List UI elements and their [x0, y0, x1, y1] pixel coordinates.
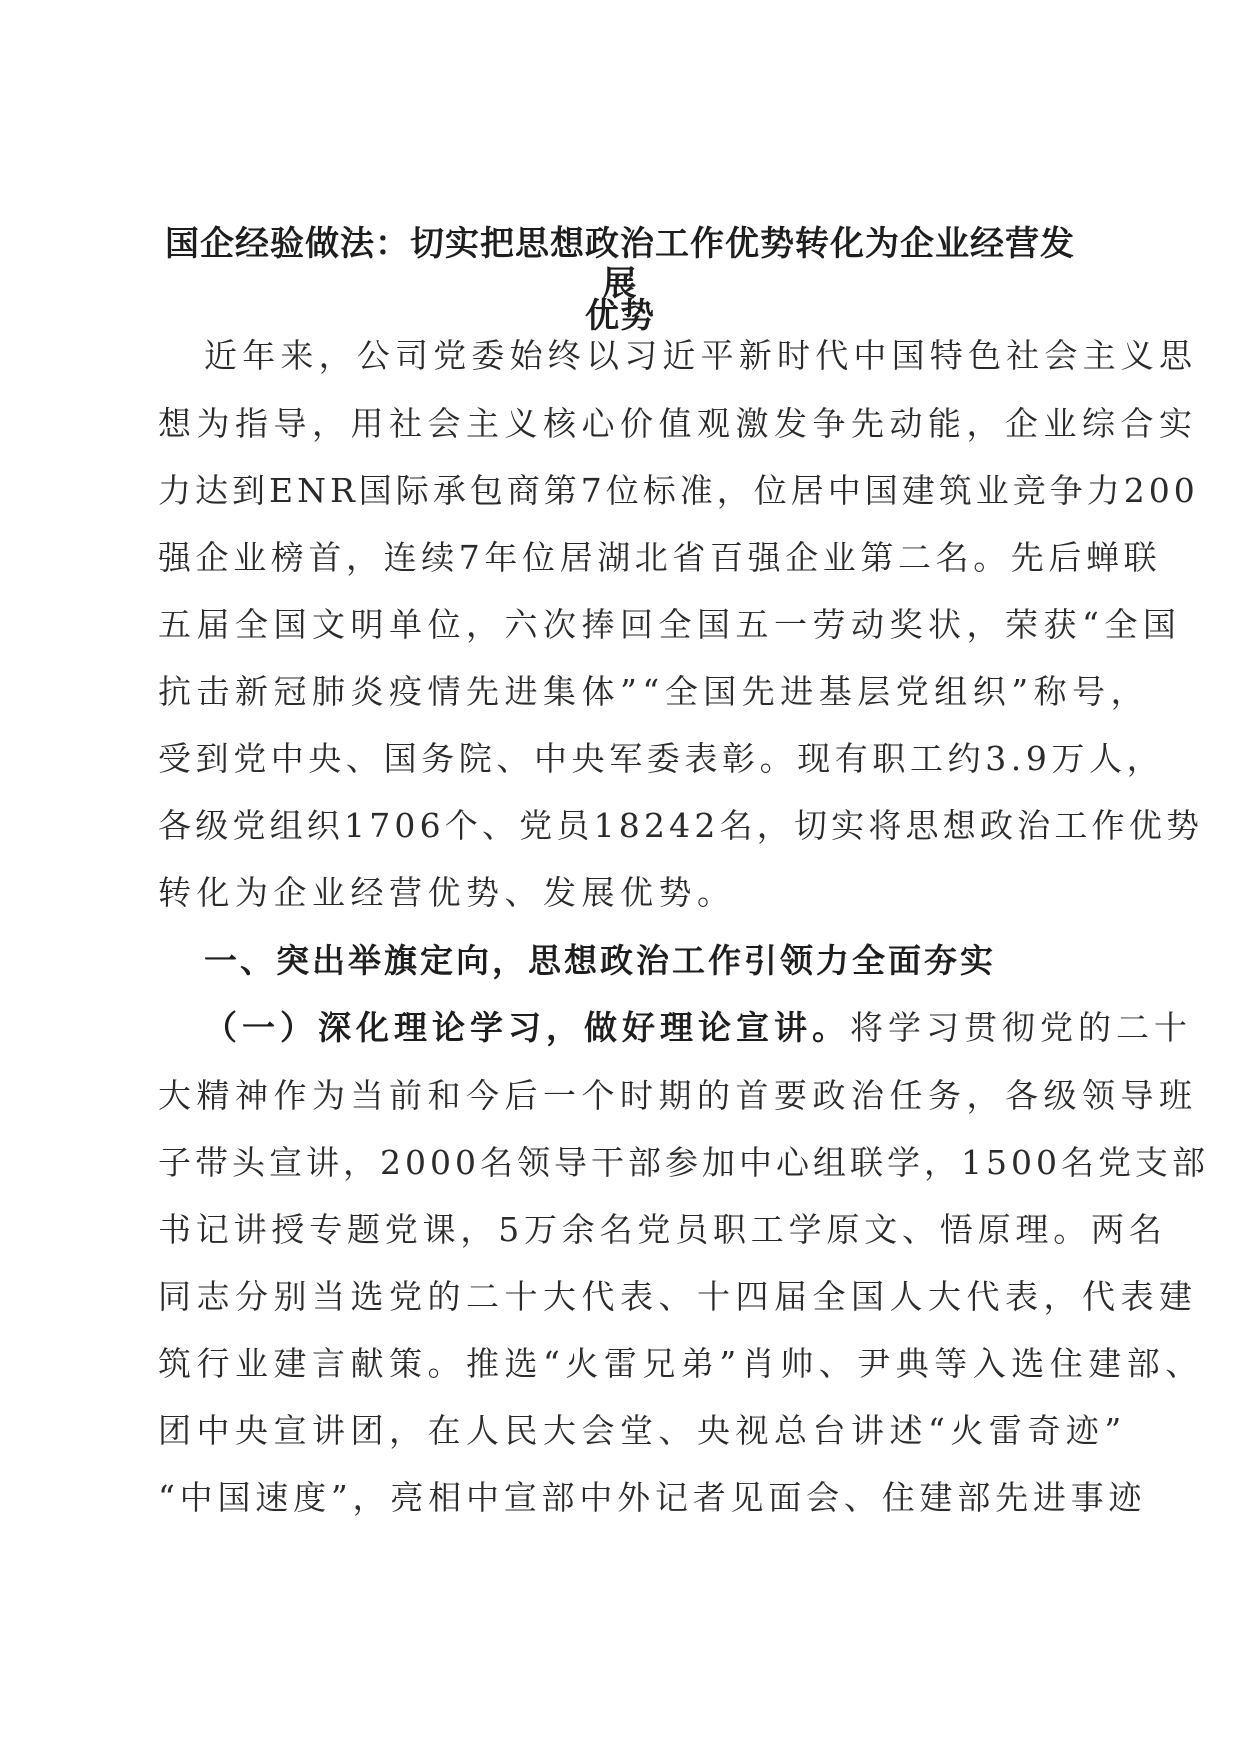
subsection-1-first-text: 将学习贯彻党的二十: [850, 1008, 1192, 1047]
intro-line-2: 想为指导，用社会主义核心价值观激发争先动能，企业综合实: [158, 404, 1198, 443]
section-heading-1: 一、突出举旗定向，思想政治工作引领力全面夯实: [204, 941, 996, 980]
subsection-1-line-3: 子带头宣讲，2000名领导干部参加中心组联学，1500名党支部: [158, 1143, 1209, 1182]
intro-line-8: 各级党组织1706个、党员18242名，切实将思想政治工作优势: [158, 806, 1204, 845]
intro-line-6: 抗击新冠肺炎疫情先进集体”“全国先进基层党组织”称号，: [158, 672, 1150, 711]
intro-line-5: 五届全国文明单位，六次捧回全国五一劳动奖状，荣获“全国: [158, 605, 1182, 644]
subsection-1-line-8: “中国速度”，亮相中宣部中外记者见面会、住建部先进事迹: [158, 1478, 1147, 1517]
subsection-1-line-7: 团中央宣讲团，在人民大会堂、央视总台讲述“火雷奇迹”: [158, 1411, 1127, 1450]
subsection-1-first-line: [204, 1008, 1192, 1048]
document-title-line-1: 国企经验做法：切实把思想政治工作优势转化为企业经营发展: [165, 224, 1075, 304]
intro-line-7: 受到党中央、国务院、中央军委表彰。现有职工约3.9万人，: [158, 739, 1165, 778]
intro-line-4: 强企业榜首，连续7年位居湖北省百强企业第二名。先后蝉联: [158, 538, 1162, 577]
intro-line-9: 转化为企业经营优势、发展优势。: [158, 873, 736, 912]
document-title-line-2: 优势: [585, 296, 655, 336]
subsection-1-line-2: 大精神作为当前和今后一个时期的首要政治任务，各级领导班: [158, 1076, 1198, 1115]
subsection-1-title: （一）深化理论学习，做好理论宣讲。: [204, 1008, 850, 1047]
intro-line-3: 力达到ENR国际承包商第7位标准，位居中国建筑业竞争力200: [158, 471, 1199, 510]
intro-line-1: 近年来，公司党委始终以习近平新时代中国特色社会主义思: [204, 336, 1198, 375]
subsection-1-line-6: 筑行业建言献策。推选“火雷兄弟”肖帅、尹典等入选住建部、: [158, 1344, 1204, 1383]
subsection-1-line-5: 同志分别当选党的二十大代表、十四届全国人大代表，代表建: [158, 1277, 1198, 1316]
subsection-1-line-4: 书记讲授专题党课，5万余名党员职工学原文、悟原理。两名: [158, 1210, 1167, 1249]
